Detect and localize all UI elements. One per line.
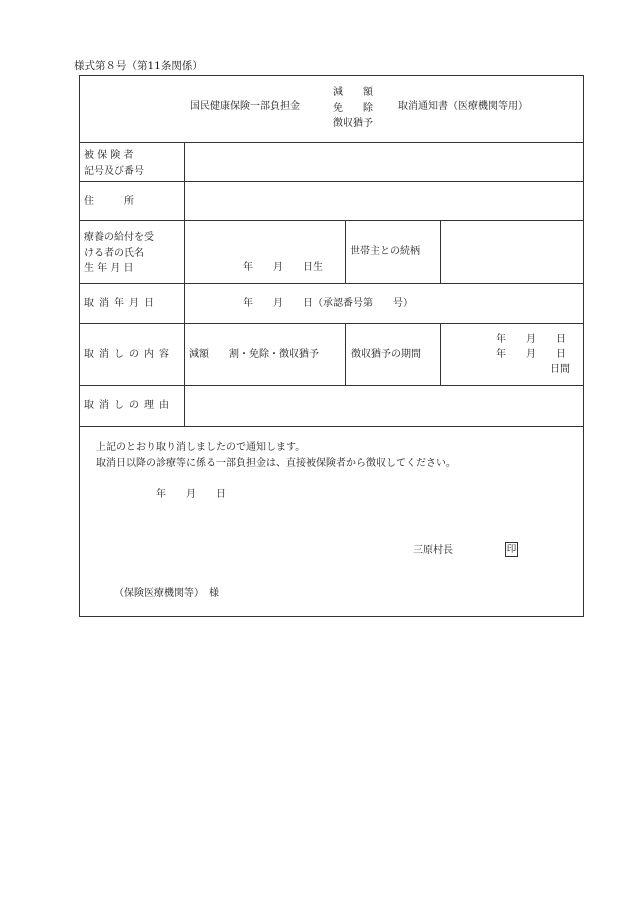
cancel-content-value: 減額 割・免除・徴収猶予: [189, 349, 319, 360]
title-suffix: 取消通知書（医療機関等用）: [398, 101, 528, 112]
insured-number-field[interactable]: [186, 143, 582, 180]
title-option-exemption: 免 除: [333, 102, 373, 114]
deferral-period-days: 日間: [550, 364, 570, 375]
title-option-deferral: 徴収猶予: [333, 118, 373, 129]
patient-birth-date: 年 月 日生: [243, 262, 323, 273]
title-options: [333, 85, 373, 132]
issuer-name: 三原村長: [413, 545, 453, 556]
deferral-period-start: 年 月 日: [496, 334, 566, 345]
relation-field[interactable]: [442, 221, 582, 282]
insured-label: 被 保 険 者 記号及び番号: [84, 150, 144, 177]
notice-date: 年 月 日: [156, 489, 226, 500]
reason-field[interactable]: [186, 386, 582, 425]
form-number: 様式第８号（第11条関係）: [74, 60, 203, 72]
address-label: 住 所: [84, 196, 134, 207]
notice-line-1: 上記のとおり取り消しましたので通知します。: [96, 442, 306, 453]
cancel-date-value: 年 月 日（承認番号第 号）: [243, 298, 413, 309]
cancel-date-label: 取消年月日: [84, 298, 159, 309]
column-divider: [345, 220, 346, 283]
notice-line-2: 取消日以降の診療等に係る一部負担金は、直接被保険者から徴収してください。: [96, 458, 456, 469]
title-option-reduction: 減 額: [333, 87, 373, 98]
deferral-period-label: 徴収猶予の期間: [351, 349, 421, 360]
column-divider: [440, 323, 441, 385]
notice-form: [79, 75, 584, 617]
row-divider: [80, 323, 583, 324]
cancel-content-label: 取消しの内容: [84, 349, 174, 360]
deferral-period-end: 年 月 日: [496, 349, 566, 360]
row-divider: [80, 283, 583, 284]
row-divider: [80, 426, 583, 427]
relation-label: 世帯主との続柄: [350, 246, 420, 257]
address-field[interactable]: [186, 182, 582, 219]
column-divider: [440, 220, 441, 283]
column-divider: [184, 142, 185, 426]
seal-mark: 印: [506, 544, 517, 555]
reason-label: 取消しの理由: [84, 400, 174, 411]
patient-label: 療養の給付を受 ける者の氏名 生 年 月 日: [84, 232, 154, 274]
addressee: （保険医療機関等） 様: [114, 588, 219, 599]
column-divider: [345, 323, 346, 385]
title-prefix: 国民健康保険一部負担金: [190, 101, 300, 112]
